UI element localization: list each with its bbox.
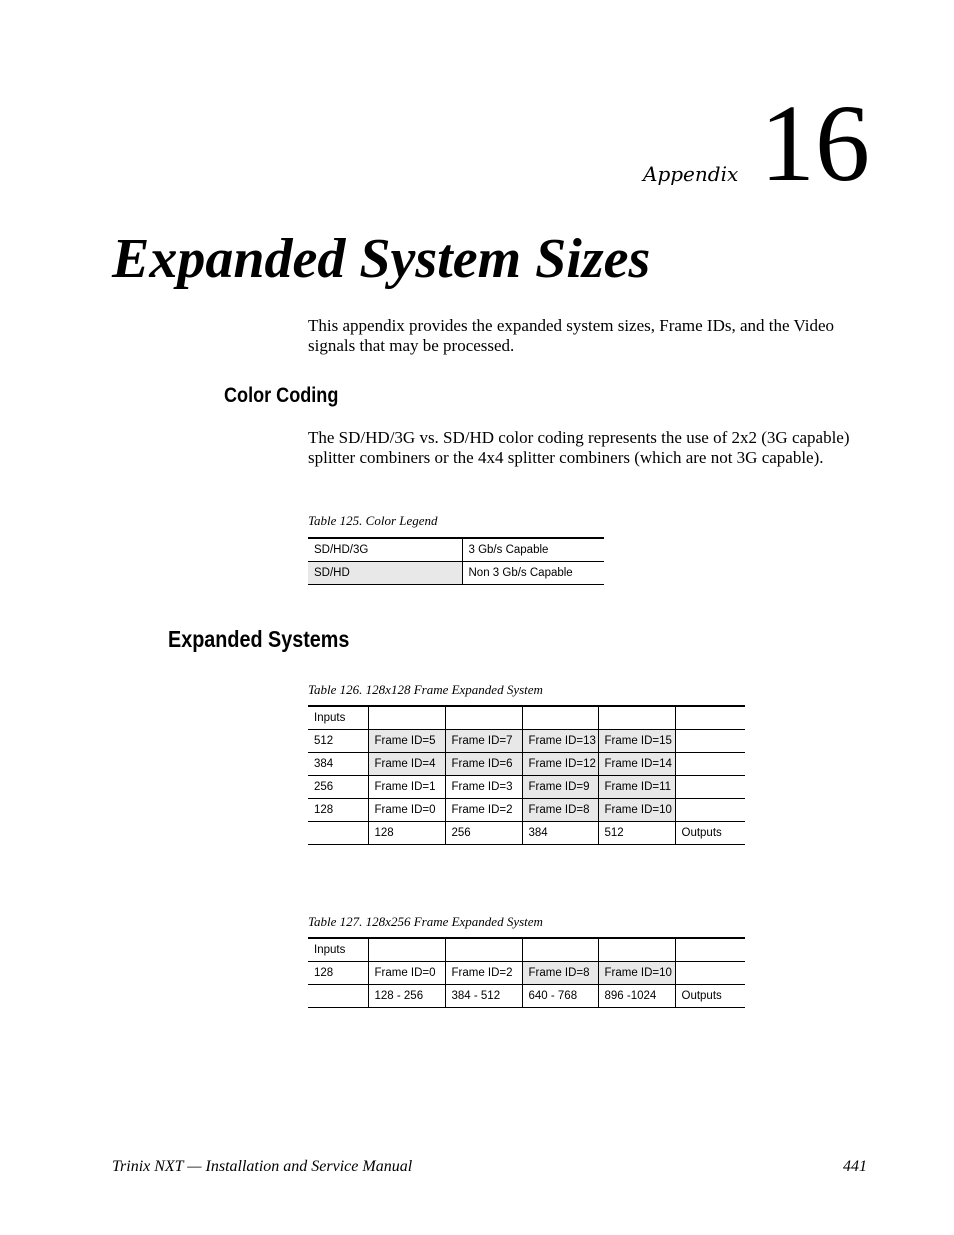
frame-id-cell: Frame ID=2	[445, 799, 522, 822]
inputs-label: Inputs	[308, 706, 368, 730]
frame-id-cell: Frame ID=13	[522, 730, 598, 753]
page-title: Expanded System Sizes	[112, 228, 651, 290]
table-cell	[675, 962, 745, 985]
table-row	[308, 538, 604, 562]
legend-description: Non 3 Gb/s Capable	[462, 562, 604, 585]
inputs-label: Inputs	[308, 938, 368, 962]
input-count: 512	[308, 730, 368, 753]
table-cell	[445, 938, 522, 962]
table-cell	[598, 706, 675, 730]
outputs-label: Outputs	[675, 985, 745, 1008]
output-count: 128	[368, 822, 445, 845]
footer-manual-title: Trinix NXT — Installation and Service Manual	[112, 1158, 413, 1175]
table-row	[308, 753, 745, 776]
output-count: 512	[598, 822, 675, 845]
table-row	[308, 776, 745, 799]
frame-id-cell: Frame ID=14	[598, 753, 675, 776]
table-125-caption: Table 125. Color Legend	[308, 513, 438, 528]
legend-label: SD/HD/3G	[308, 538, 462, 562]
table-cell	[675, 776, 745, 799]
intro-paragraph: This appendix provides the expanded system sizes, Frame IDs, and the Video signals that may be processed.	[308, 316, 835, 355]
table-cell	[522, 938, 598, 962]
table-cell	[675, 730, 745, 753]
table-126-caption: Table 126. 128x128 Frame Expanded System	[308, 682, 543, 697]
output-range: 128 - 256	[368, 985, 445, 1008]
frame-id-cell: Frame ID=6	[445, 753, 522, 776]
frame-id-cell: Frame ID=4	[368, 753, 445, 776]
frame-id-cell: Frame ID=0	[368, 799, 445, 822]
frame-id-cell: Frame ID=3	[445, 776, 522, 799]
table-row	[308, 730, 745, 753]
frame-id-cell: Frame ID=5	[368, 730, 445, 753]
expanded-systems-heading: Expanded Systems	[168, 626, 350, 652]
frame-id-cell: Frame ID=2	[445, 962, 522, 985]
input-count: 256	[308, 776, 368, 799]
frame-id-cell: Frame ID=12	[522, 753, 598, 776]
table-cell	[675, 799, 745, 822]
table-127-caption: Table 127. 128x256 Frame Expanded System	[308, 914, 543, 929]
frame-id-cell: Frame ID=1	[368, 776, 445, 799]
table-header-row	[308, 938, 745, 962]
table-footer-row	[308, 985, 745, 1008]
outputs-label: Outputs	[675, 822, 745, 845]
frame-id-cell: Frame ID=9	[522, 776, 598, 799]
output-count: 384	[522, 822, 598, 845]
table-header-row	[308, 706, 745, 730]
input-count: 384	[308, 753, 368, 776]
appendix-label: Appendix	[643, 162, 739, 186]
table-row	[308, 962, 745, 985]
table-cell	[308, 822, 368, 845]
frame-table-128x128	[308, 705, 745, 845]
table-cell	[675, 706, 745, 730]
output-range: 640 - 768	[522, 985, 598, 1008]
table-cell	[675, 753, 745, 776]
frame-id-cell: Frame ID=8	[522, 799, 598, 822]
table-cell	[368, 706, 445, 730]
table-cell	[598, 938, 675, 962]
legend-label: SD/HD	[308, 562, 462, 585]
frame-id-cell: Frame ID=10	[598, 962, 675, 985]
table-cell	[368, 938, 445, 962]
chapter-number: 16	[760, 82, 870, 204]
table-footer-row	[308, 822, 745, 845]
table-row	[308, 799, 745, 822]
page-number: 441	[843, 1158, 867, 1175]
table-row	[308, 562, 604, 585]
table-cell	[445, 706, 522, 730]
input-count: 128	[308, 799, 368, 822]
output-count: 256	[445, 822, 522, 845]
output-range: 384 - 512	[445, 985, 522, 1008]
input-count: 128	[308, 962, 368, 985]
frame-id-cell: Frame ID=7	[445, 730, 522, 753]
frame-id-cell: Frame ID=0	[368, 962, 445, 985]
frame-id-cell: Frame ID=8	[522, 962, 598, 985]
color-coding-paragraph: The SD/HD/3G vs. SD/HD color coding represents the use of 2x2 (3G capable) splitter combiners or the 4x4 splitter combiners (which are not 3G capable).	[308, 428, 850, 467]
legend-description: 3 Gb/s Capable	[462, 538, 604, 562]
frame-id-cell: Frame ID=15	[598, 730, 675, 753]
color-coding-heading: Color Coding	[224, 384, 339, 407]
table-cell	[308, 985, 368, 1008]
table-cell	[522, 706, 598, 730]
frame-table-128x256	[308, 937, 745, 1008]
frame-id-cell: Frame ID=11	[598, 776, 675, 799]
frame-id-cell: Frame ID=10	[598, 799, 675, 822]
output-range: 896 -1024	[598, 985, 675, 1008]
table-cell	[675, 938, 745, 962]
color-legend-table	[308, 537, 604, 585]
